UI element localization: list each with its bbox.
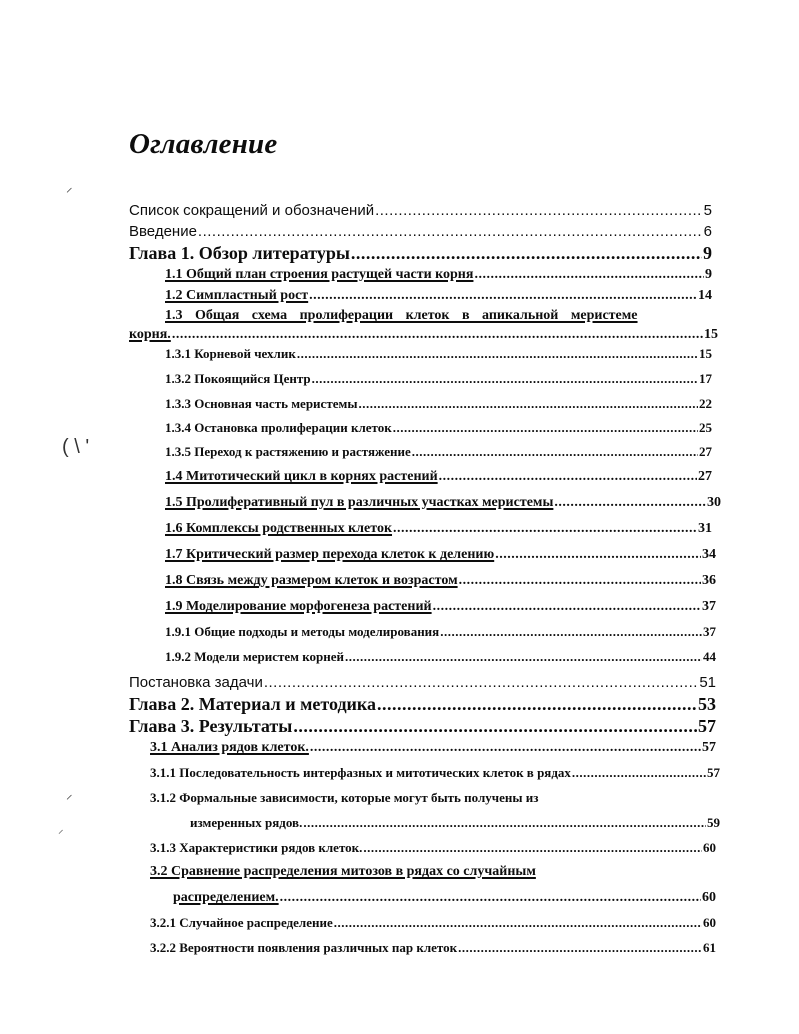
toc-subsection[interactable] <box>165 649 716 665</box>
toc-entry-title: 1.7 Критический размер перехода клеток к делению <box>165 547 495 562</box>
toc-entry-page: 57 <box>707 765 720 780</box>
toc-entry-page: 37 <box>702 599 716 614</box>
toc-title: Оглавление <box>129 128 278 160</box>
toc-entry-title: Список сокращений и обозначений <box>129 202 375 219</box>
dot-leader <box>309 288 697 304</box>
toc-entry-title: Глава 2. Материал и методика <box>129 694 377 714</box>
dot-leader <box>310 740 701 756</box>
toc-chapter[interactable] <box>129 694 716 715</box>
toc-entry-title: 3.1.3 Характеристики рядов клеток. <box>150 840 363 855</box>
toc-entry-page: 27 <box>698 469 712 484</box>
toc-entry-page: 53 <box>698 694 716 714</box>
toc-chapter[interactable] <box>129 243 712 264</box>
dot-leader <box>363 840 702 856</box>
toc-entry-page: 15 <box>699 346 712 361</box>
toc-section-line1[interactable]: 1.3 Общая схема пролиферации клеток в апикальной меристеме <box>165 308 638 323</box>
toc-subsection[interactable] <box>165 371 712 387</box>
toc-entry-page: 9 <box>703 243 712 263</box>
scan-mark: ( \ ' <box>62 436 90 458</box>
toc-section[interactable] <box>165 599 716 615</box>
dot-leader <box>358 396 698 412</box>
toc-entry-page: 15 <box>704 327 718 342</box>
toc-subsection[interactable] <box>150 940 716 956</box>
dot-leader <box>312 371 698 387</box>
toc-entry-page: 14 <box>698 288 712 303</box>
toc-section[interactable] <box>165 469 712 485</box>
toc-entry-title: Постановка задачи <box>129 674 263 691</box>
toc-subsection[interactable] <box>150 840 716 856</box>
scan-mark: ⸝ <box>58 824 64 836</box>
dot-leader <box>198 223 703 240</box>
toc-section[interactable] <box>165 573 716 589</box>
toc-entry-page: 57 <box>702 740 716 755</box>
toc-section-line1[interactable]: 3.2 Сравнение распределения митозов в рядах со случайным <box>150 864 536 879</box>
dot-leader <box>439 469 697 485</box>
toc-section[interactable] <box>165 267 712 283</box>
dot-leader <box>303 815 706 831</box>
toc-entry-page: 9 <box>705 267 712 282</box>
toc-entry-title: 1.3.3 Основная часть меристемы <box>165 396 358 411</box>
toc-entry-page: 34 <box>702 547 716 562</box>
dot-leader <box>172 327 703 343</box>
dot-leader <box>433 599 701 615</box>
toc-entry-title: 1.1 Общий план строения растущей части корня <box>165 267 474 282</box>
dot-leader <box>393 521 697 537</box>
toc-entry-title: 1.5 Пролиферативный пул в различных участках меристемы <box>165 495 554 510</box>
dot-leader <box>297 346 698 362</box>
dot-leader <box>554 495 706 511</box>
toc-entry-title: 1.2 Симпластный рост <box>165 288 309 303</box>
toc-entry-title: 1.9.1 Общие подходы и методы моделирования <box>165 624 440 639</box>
dot-leader <box>474 267 704 283</box>
toc-entry-page: 22 <box>699 396 712 411</box>
toc-section[interactable] <box>173 890 716 906</box>
toc-entry[interactable] <box>129 202 712 219</box>
dot-leader <box>334 915 702 931</box>
dot-leader <box>375 202 703 219</box>
toc-entry-page: 60 <box>702 890 716 905</box>
toc-entry[interactable] <box>129 674 716 691</box>
dot-leader <box>293 716 697 737</box>
toc-subsection[interactable] <box>150 915 716 931</box>
toc-entry-page: 36 <box>702 573 716 588</box>
toc-section[interactable] <box>165 495 721 511</box>
toc-subsection[interactable] <box>165 396 712 412</box>
toc-entry-page: 25 <box>699 420 712 435</box>
toc-entry-title: 1.4 Митотический цикл в корнях растений <box>165 469 438 484</box>
toc-entry-page: 44 <box>703 649 716 664</box>
scan-mark: ⸍ <box>66 792 73 807</box>
toc-entry-title: 3.2.1 Случайное распределение <box>150 915 333 930</box>
toc-entry-title: распределением. <box>173 890 279 905</box>
toc-entry-title: 3.1 Анализ рядов клеток. <box>150 740 309 755</box>
toc-subsection[interactable] <box>150 765 720 781</box>
dot-leader <box>280 890 701 906</box>
toc-entry-page: 30 <box>707 495 721 510</box>
toc-entry-page: 60 <box>703 840 716 855</box>
toc-entry-title: 1.8 Связь между размером клеток и возрастом <box>165 573 458 588</box>
dot-leader <box>458 940 702 956</box>
toc-entry-page: 6 <box>703 223 712 240</box>
toc-entry-title: 1.3.1 Корневой чехлик <box>165 346 296 361</box>
dot-leader <box>495 547 701 563</box>
dot-leader <box>572 765 706 781</box>
toc-entry-page: 31 <box>698 521 712 536</box>
toc-entry-title: корня. <box>129 327 171 342</box>
toc-subsection[interactable] <box>165 420 712 436</box>
toc-entry-title: 1.3.4 Остановка пролиферации клеток <box>165 420 392 435</box>
toc-entry-page: 61 <box>703 940 716 955</box>
toc-subsection[interactable] <box>190 815 720 831</box>
dot-leader <box>345 649 702 665</box>
toc-entry-title: 1.9.2 Модели меристем корней <box>165 649 345 664</box>
toc-subsection[interactable] <box>165 444 712 460</box>
toc-entry-page: 59 <box>707 815 720 830</box>
toc-entry-title: 3.1.1 Последовательность интерфазных и митотических клеток в рядах <box>150 765 571 780</box>
toc-subsection[interactable] <box>165 624 716 640</box>
toc-subsection-line1[interactable]: 3.1.2 Формальные зависимости, которые могут быть получены из <box>150 790 539 805</box>
toc-subsection[interactable] <box>165 346 712 362</box>
toc-section[interactable] <box>165 288 712 304</box>
toc-chapter[interactable] <box>129 716 716 737</box>
toc-entry-title: 1.9 Моделирование морфогенеза растений <box>165 599 432 614</box>
dot-leader <box>440 624 702 640</box>
toc-entry-title: 1.6 Комплексы родственных клеток <box>165 521 393 536</box>
toc-section[interactable] <box>150 740 716 756</box>
dot-leader <box>351 243 702 264</box>
toc-section[interactable] <box>165 521 712 537</box>
dot-leader <box>377 694 697 715</box>
toc-section[interactable] <box>165 547 716 563</box>
dot-leader <box>412 444 698 460</box>
toc-entry-page: 57 <box>698 716 716 736</box>
toc-entry-title: 3.2.2 Вероятности появления различных пар клеток <box>150 940 458 955</box>
toc-entry-title: измеренных рядов. <box>190 815 303 830</box>
toc-entry-title: Глава 1. Обзор литературы <box>129 243 350 263</box>
toc-entry[interactable] <box>129 223 712 240</box>
scan-mark: ⸍ <box>66 185 73 200</box>
dot-leader <box>264 674 698 691</box>
toc-entry-page: 5 <box>703 202 712 219</box>
dot-leader <box>459 573 701 589</box>
toc-entry-page: 17 <box>699 371 712 386</box>
toc-entry-page: 27 <box>699 444 712 459</box>
toc-entry-title: Введение <box>129 223 197 240</box>
toc-entry-page: 60 <box>703 915 716 930</box>
toc-entry-title: 1.3.2 Покоящийся Центр <box>165 371 311 386</box>
toc-entry-title: Глава 3. Результаты <box>129 716 293 736</box>
dot-leader <box>393 420 698 436</box>
toc-entry-title: 1.3.5 Переход к растяжению и растяжение <box>165 444 411 459</box>
toc-entry-page: 51 <box>699 674 716 691</box>
toc-section[interactable] <box>129 327 718 343</box>
toc-entry-page: 37 <box>703 624 716 639</box>
